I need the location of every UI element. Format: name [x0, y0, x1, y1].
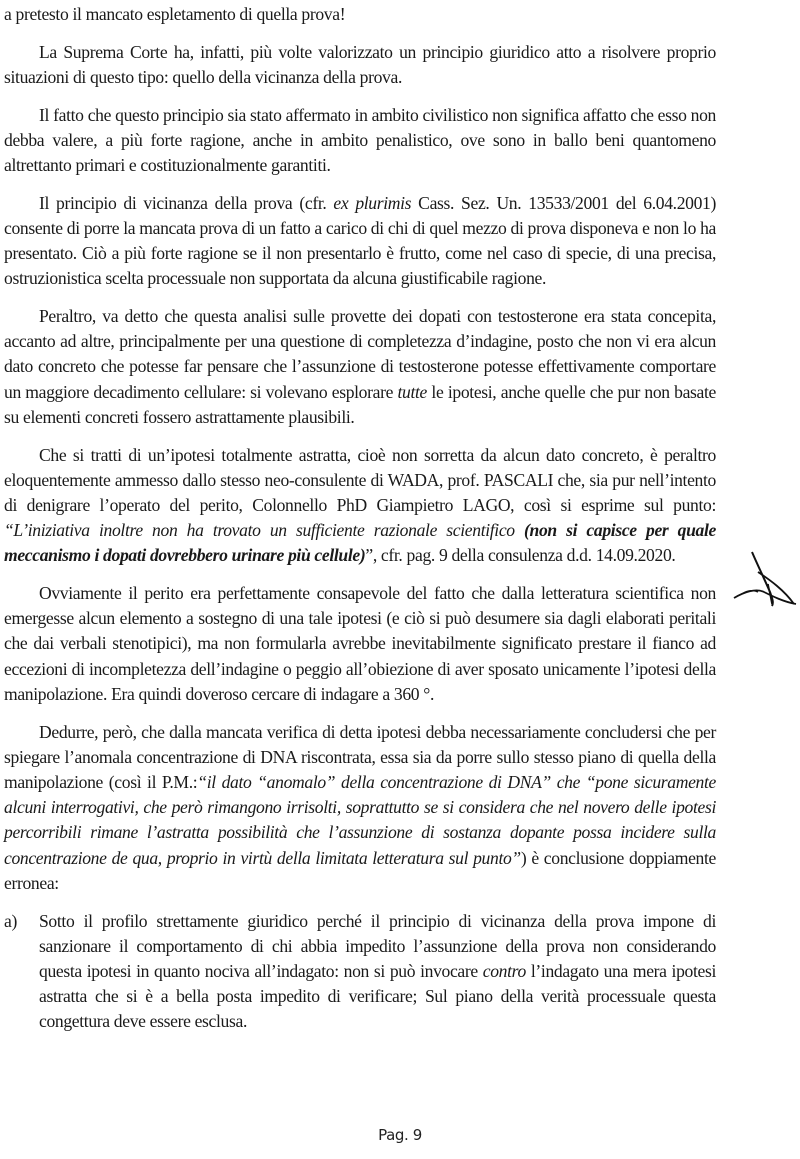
handwritten-signature-icon	[728, 548, 798, 610]
text-run: Cass. Sez. Un. 13533/2001 del 6.04.2001) consente di porre la mancata prova di un fatto a carico di chi di quel mezzo di prova disponeva e non lo ha presentato. Ciò a più forte ragione se il non presentarlo è frutto, come nel caso di specie, di una precisa, ostruzionistica scelta processuale non supportata da alcuna giustificabile ragione.	[4, 192, 717, 289]
paragraph-6	[4, 581, 716, 707]
text-run: Che si tratti di un’ipotesi totalmente astratta, cioè non sorretta da alcun dato concreto, è peraltro eloquentemente ammesso dallo stesso neo-consulente di WADA, prof. PASCALI che, sia pur nell’intento di denigrare l’operato del perito, Colonnello PhD Giampietro LAGO, così si esprime sul punto:	[4, 444, 716, 515]
paragraph-2	[4, 103, 716, 179]
list-item	[4, 909, 716, 1035]
text-run: Sotto il profilo strettamente giuridico perché il principio di vicinanza della prova impone di sanzionare il comportamento di chi abbia impedito l’assunzione della prova non considerando questa ipotesi in quanto nociva all’indagato: non si può invocare	[39, 910, 716, 981]
page-number: Pag. 9	[378, 1126, 422, 1144]
text-run: Ovviamente il perito era perfettamente consapevole del fatto che dalla letteratura scientifica non emergesse alcun elemento a sostegno di una tale ipotesi (e ciò si può desumere sia dagli elaborati peritali che dai verbali stenotipici), ma non formularla avrebbe inevitabilmente significato prestare il fianco ad eccezioni di incompletezza dell’indagine o peggio all’obiezione di aver sposato unicamente l’ipotesi della manipolazione. Era quindi doveroso cercare di indagare a 360 °.	[4, 583, 716, 704]
text-run: le ipotesi, anche quelle che pur non basate su elementi concreti fossero astrattamente plausibili.	[4, 381, 716, 427]
paragraph-3	[4, 191, 716, 292]
paragraph-1	[4, 40, 716, 90]
text-run: Il principio di vicinanza della prova (cfr.	[39, 192, 334, 213]
paragraph-7	[4, 720, 716, 896]
paragraph-5	[4, 443, 716, 569]
italic-text: ex plurimis	[333, 192, 412, 213]
text-run: Il fatto che questo principio sia stato affermato in ambito civilistico non significa affatto che esso non debba valere, a più forte ragione, anche in ambito penalistico, ove sono in ballo beni quantomeno altrettanto primari e costituzionalmente garantiti.	[4, 104, 716, 176]
document-body	[4, 2, 716, 1035]
italic-text: “il dato “anomalo” della concentrazione di DNA” che “pone sicuramente alcuni interrogativi, che però rimangono irrisolti, soprattutto se si considera che nel novero delle ipotesi percorribili rimane l’astratta possibilità che l’assunzione di sostanza dopante possa incidere sulla concentrazione de qua, proprio in virtù della limitata letteratura sul punto”	[4, 771, 716, 868]
bold-italic-text: (non si capisce per quale meccanismo i dopati dovrebbero urinare più cellule)	[4, 520, 716, 566]
list-item-marker: a)	[4, 910, 17, 931]
text-run: La Suprema Corte ha, infatti, più volte valorizzato un principio giuridico atto a risolvere proprio situazioni di questo tipo: quello della vicinanza della prova.	[4, 41, 716, 87]
text-run: Dedurre, però, che dalla mancata verifica di detta ipotesi debba necessariamente concludersi che per spiegare l’anomala concentrazione di DNA riscontrata, essa sia da porre sullo stesso piano di quella della manipolazione (così il P.M.:	[4, 721, 716, 792]
paragraph-4	[4, 304, 716, 430]
italic-text: tutte	[397, 381, 428, 402]
italic-text: “L’iniziativa inoltre non ha trovato un sufficiente razionale scientifico	[4, 520, 525, 541]
text-run: ”, cfr. pag. 9 della consulenza d.d. 14.09.2020.	[365, 545, 676, 566]
italic-text: contro	[482, 960, 526, 981]
list-item-text	[39, 909, 716, 1035]
paragraph-0	[4, 2, 716, 27]
text-run: ) è conclusione doppiamente erronea:	[4, 847, 717, 893]
text-run: l’indagato una mera ipotesi astratta che si è a bella posta impedito di verificare; Sul piano della verità processuale questa congettura deve essere esclusa.	[39, 960, 716, 1032]
text-run: Peraltro, va detto che questa analisi sulle provette dei dopati con testosterone era stata concepita, accanto ad altre, principalmente per una questione di completezza d’indagine, posto che non vi era alcun dato concreto che potesse far pensare che l’assunzione di testosterone potesse effettivamente comportare un maggiore decadimento cellulare: si volevano esplorare	[4, 306, 716, 402]
text-run: a pretesto il mancato espletamento di quella prova!	[4, 4, 346, 24]
